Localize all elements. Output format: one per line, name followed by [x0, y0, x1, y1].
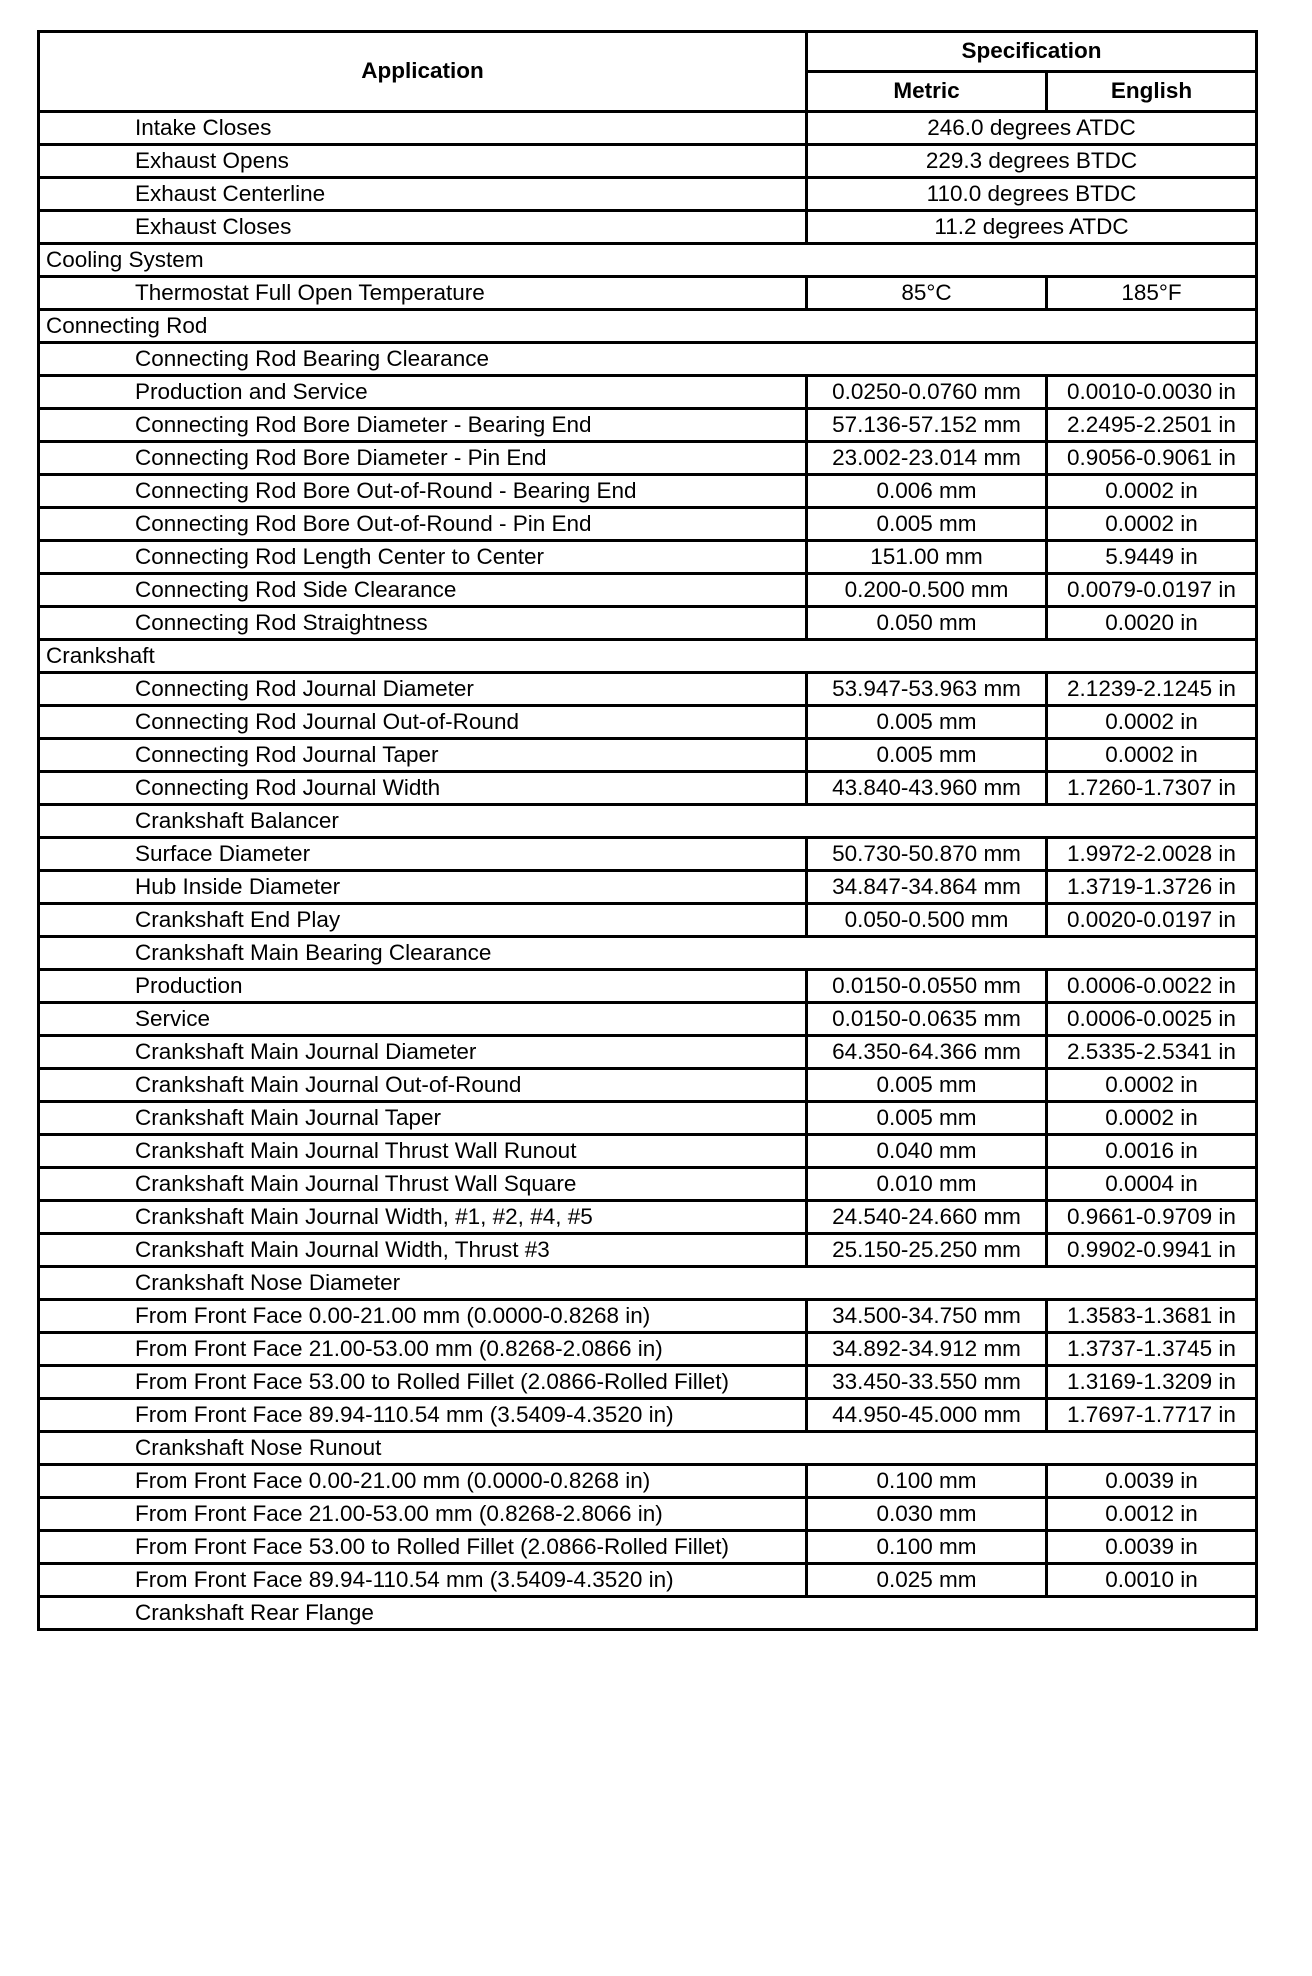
specification-table	[37, 30, 1258, 1631]
table-row	[39, 607, 1257, 640]
table-row	[39, 1102, 1257, 1135]
table-row	[39, 1036, 1257, 1069]
metric-cell: 57.136-57.152 mm	[807, 409, 1047, 442]
english-cell: 0.0002 in	[1047, 706, 1257, 739]
english-cell: 1.3719-1.3726 in	[1047, 871, 1257, 904]
subsection-label: Crankshaft Main Bearing Clearance	[39, 937, 1257, 970]
metric-cell: 43.840-43.960 mm	[807, 772, 1047, 805]
english-cell: 2.1239-2.1245 in	[1047, 673, 1257, 706]
english-cell: 1.3737-1.3745 in	[1047, 1333, 1257, 1366]
english-cell: 2.5335-2.5341 in	[1047, 1036, 1257, 1069]
table-row	[39, 475, 1257, 508]
specification-cell: 11.2 degrees ATDC	[807, 211, 1257, 244]
metric-cell: 0.100 mm	[807, 1531, 1047, 1564]
english-cell: 1.9972-2.0028 in	[1047, 838, 1257, 871]
application-cell: Connecting Rod Bore Out-of-Round - Bearing End	[39, 475, 807, 508]
table-row	[39, 1300, 1257, 1333]
english-cell: 0.0010-0.0030 in	[1047, 376, 1257, 409]
application-cell: Connecting Rod Journal Diameter	[39, 673, 807, 706]
specification-header: Specification	[807, 32, 1257, 72]
english-cell: 0.0012 in	[1047, 1498, 1257, 1531]
application-cell: Crankshaft Main Journal Diameter	[39, 1036, 807, 1069]
metric-cell: 0.005 mm	[807, 508, 1047, 541]
application-cell: Thermostat Full Open Temperature	[39, 277, 807, 310]
english-cell: 0.0039 in	[1047, 1531, 1257, 1564]
english-cell: 0.0006-0.0022 in	[1047, 970, 1257, 1003]
metric-cell: 23.002-23.014 mm	[807, 442, 1047, 475]
metric-cell: 0.005 mm	[807, 1102, 1047, 1135]
subsection-label: Crankshaft Nose Diameter	[39, 1267, 1257, 1300]
english-cell: 0.0020-0.0197 in	[1047, 904, 1257, 937]
application-cell: From Front Face 53.00 to Rolled Fillet (2.0866-Rolled Fillet)	[39, 1366, 807, 1399]
metric-cell: 0.050-0.500 mm	[807, 904, 1047, 937]
table-row	[39, 772, 1257, 805]
metric-cell: 33.450-33.550 mm	[807, 1366, 1047, 1399]
table-body	[39, 112, 1257, 1630]
metric-cell: 64.350-64.366 mm	[807, 1036, 1047, 1069]
english-cell: 0.9661-0.9709 in	[1047, 1201, 1257, 1234]
subsection-label: Crankshaft Nose Runout	[39, 1432, 1257, 1465]
application-cell: Connecting Rod Bore Diameter - Pin End	[39, 442, 807, 475]
table-row	[39, 739, 1257, 772]
metric-cell: 0.200-0.500 mm	[807, 574, 1047, 607]
metric-cell: 0.100 mm	[807, 1465, 1047, 1498]
english-cell: 0.0002 in	[1047, 475, 1257, 508]
table-row	[39, 904, 1257, 937]
table-row	[39, 376, 1257, 409]
english-cell: 0.0020 in	[1047, 607, 1257, 640]
table-row	[39, 277, 1257, 310]
table-row	[39, 1399, 1257, 1432]
table-row	[39, 112, 1257, 145]
table-header	[39, 32, 1257, 112]
application-cell: Connecting Rod Journal Taper	[39, 739, 807, 772]
application-cell: Crankshaft Main Journal Width, #1, #2, #4, #5	[39, 1201, 807, 1234]
section-label: Connecting Rod	[39, 310, 1257, 343]
english-cell: 0.0006-0.0025 in	[1047, 1003, 1257, 1036]
application-cell: Service	[39, 1003, 807, 1036]
english-cell: 0.0002 in	[1047, 508, 1257, 541]
table-row	[39, 508, 1257, 541]
table-row	[39, 1531, 1257, 1564]
section-row	[39, 640, 1257, 673]
english-cell: 0.0016 in	[1047, 1135, 1257, 1168]
section-row	[39, 244, 1257, 277]
english-cell: 2.2495-2.2501 in	[1047, 409, 1257, 442]
metric-cell: 53.947-53.963 mm	[807, 673, 1047, 706]
metric-cell: 44.950-45.000 mm	[807, 1399, 1047, 1432]
english-cell: 0.0002 in	[1047, 1102, 1257, 1135]
table-row	[39, 1465, 1257, 1498]
application-cell: Crankshaft End Play	[39, 904, 807, 937]
application-cell: Crankshaft Main Journal Out-of-Round	[39, 1069, 807, 1102]
english-cell: 0.0039 in	[1047, 1465, 1257, 1498]
english-cell: 1.3583-1.3681 in	[1047, 1300, 1257, 1333]
english-cell: 1.3169-1.3209 in	[1047, 1366, 1257, 1399]
metric-cell: 50.730-50.870 mm	[807, 838, 1047, 871]
metric-cell: 0.025 mm	[807, 1564, 1047, 1597]
subsection-label: Crankshaft Rear Flange	[39, 1597, 1257, 1630]
section-row	[39, 310, 1257, 343]
english-cell: 5.9449 in	[1047, 541, 1257, 574]
table-row	[39, 409, 1257, 442]
metric-cell: 0.040 mm	[807, 1135, 1047, 1168]
application-cell: Exhaust Opens	[39, 145, 807, 178]
subsection-label: Connecting Rod Bearing Clearance	[39, 343, 1257, 376]
section-label: Crankshaft	[39, 640, 1257, 673]
english-cell: 0.9902-0.9941 in	[1047, 1234, 1257, 1267]
application-cell: From Front Face 0.00-21.00 mm (0.0000-0.8268 in)	[39, 1300, 807, 1333]
table-row	[39, 541, 1257, 574]
specification-cell: 229.3 degrees BTDC	[807, 145, 1257, 178]
table-row	[39, 1201, 1257, 1234]
metric-cell: 25.150-25.250 mm	[807, 1234, 1047, 1267]
metric-cell: 0.030 mm	[807, 1498, 1047, 1531]
subsection-row	[39, 343, 1257, 376]
specification-cell: 246.0 degrees ATDC	[807, 112, 1257, 145]
table-row	[39, 1234, 1257, 1267]
table-row	[39, 1366, 1257, 1399]
application-cell: Connecting Rod Straightness	[39, 607, 807, 640]
application-cell: Connecting Rod Journal Out-of-Round	[39, 706, 807, 739]
english-cell: 0.0010 in	[1047, 1564, 1257, 1597]
section-label: Cooling System	[39, 244, 1257, 277]
english-cell: 0.0002 in	[1047, 1069, 1257, 1102]
metric-cell: 0.010 mm	[807, 1168, 1047, 1201]
application-cell: From Front Face 53.00 to Rolled Fillet (2.0866-Rolled Fillet)	[39, 1531, 807, 1564]
application-cell: Connecting Rod Bore Diameter - Bearing End	[39, 409, 807, 442]
table-row	[39, 1135, 1257, 1168]
table-row	[39, 838, 1257, 871]
application-cell: From Front Face 89.94-110.54 mm (3.5409-4.3520 in)	[39, 1399, 807, 1432]
subsection-row	[39, 937, 1257, 970]
application-cell: From Front Face 21.00-53.00 mm (0.8268-2.0866 in)	[39, 1333, 807, 1366]
application-cell: Surface Diameter	[39, 838, 807, 871]
table-row	[39, 970, 1257, 1003]
table-row	[39, 1168, 1257, 1201]
metric-cell: 34.892-34.912 mm	[807, 1333, 1047, 1366]
table-row	[39, 1498, 1257, 1531]
application-cell: Crankshaft Main Journal Thrust Wall Square	[39, 1168, 807, 1201]
application-cell: Production and Service	[39, 376, 807, 409]
metric-cell: 0.006 mm	[807, 475, 1047, 508]
table-row	[39, 871, 1257, 904]
table-row	[39, 673, 1257, 706]
metric-cell: 0.005 mm	[807, 706, 1047, 739]
application-cell: Crankshaft Main Journal Taper	[39, 1102, 807, 1135]
application-cell: Production	[39, 970, 807, 1003]
application-cell: Crankshaft Main Journal Thrust Wall Runout	[39, 1135, 807, 1168]
application-cell: Crankshaft Main Journal Width, Thrust #3	[39, 1234, 807, 1267]
metric-cell: 0.0250-0.0760 mm	[807, 376, 1047, 409]
metric-cell: 0.005 mm	[807, 1069, 1047, 1102]
metric-cell: 0.005 mm	[807, 739, 1047, 772]
english-cell: 0.9056-0.9061 in	[1047, 442, 1257, 475]
subsection-row	[39, 1432, 1257, 1465]
table-row	[39, 211, 1257, 244]
table-row	[39, 1069, 1257, 1102]
english-cell: 0.0079-0.0197 in	[1047, 574, 1257, 607]
application-cell: Exhaust Centerline	[39, 178, 807, 211]
english-cell: 185°F	[1047, 277, 1257, 310]
english-header: English	[1047, 72, 1257, 112]
specification-cell: 110.0 degrees BTDC	[807, 178, 1257, 211]
application-cell: Connecting Rod Journal Width	[39, 772, 807, 805]
application-cell: From Front Face 21.00-53.00 mm (0.8268-2.8066 in)	[39, 1498, 807, 1531]
table-row	[39, 145, 1257, 178]
table-row	[39, 178, 1257, 211]
metric-cell: 24.540-24.660 mm	[807, 1201, 1047, 1234]
subsection-row	[39, 1597, 1257, 1630]
metric-cell: 34.500-34.750 mm	[807, 1300, 1047, 1333]
application-cell: From Front Face 89.94-110.54 mm (3.5409-4.3520 in)	[39, 1564, 807, 1597]
english-cell: 1.7697-1.7717 in	[1047, 1399, 1257, 1432]
metric-cell: 151.00 mm	[807, 541, 1047, 574]
english-cell: 0.0004 in	[1047, 1168, 1257, 1201]
table-row	[39, 574, 1257, 607]
metric-header: Metric	[807, 72, 1047, 112]
table-row	[39, 1564, 1257, 1597]
application-cell: Intake Closes	[39, 112, 807, 145]
application-cell: Connecting Rod Bore Out-of-Round - Pin End	[39, 508, 807, 541]
application-cell: Exhaust Closes	[39, 211, 807, 244]
table-row	[39, 442, 1257, 475]
table-row	[39, 706, 1257, 739]
subsection-row	[39, 1267, 1257, 1300]
english-cell: 1.7260-1.7307 in	[1047, 772, 1257, 805]
application-cell: Hub Inside Diameter	[39, 871, 807, 904]
subsection-label: Crankshaft Balancer	[39, 805, 1257, 838]
metric-cell: 34.847-34.864 mm	[807, 871, 1047, 904]
table-row	[39, 1333, 1257, 1366]
table-row	[39, 1003, 1257, 1036]
application-cell: Connecting Rod Side Clearance	[39, 574, 807, 607]
metric-cell: 0.050 mm	[807, 607, 1047, 640]
english-cell: 0.0002 in	[1047, 739, 1257, 772]
subsection-row	[39, 805, 1257, 838]
metric-cell: 0.0150-0.0550 mm	[807, 970, 1047, 1003]
application-cell: From Front Face 0.00-21.00 mm (0.0000-0.8268 in)	[39, 1465, 807, 1498]
application-header: Application	[39, 32, 807, 112]
metric-cell: 0.0150-0.0635 mm	[807, 1003, 1047, 1036]
application-cell: Connecting Rod Length Center to Center	[39, 541, 807, 574]
metric-cell: 85°C	[807, 277, 1047, 310]
